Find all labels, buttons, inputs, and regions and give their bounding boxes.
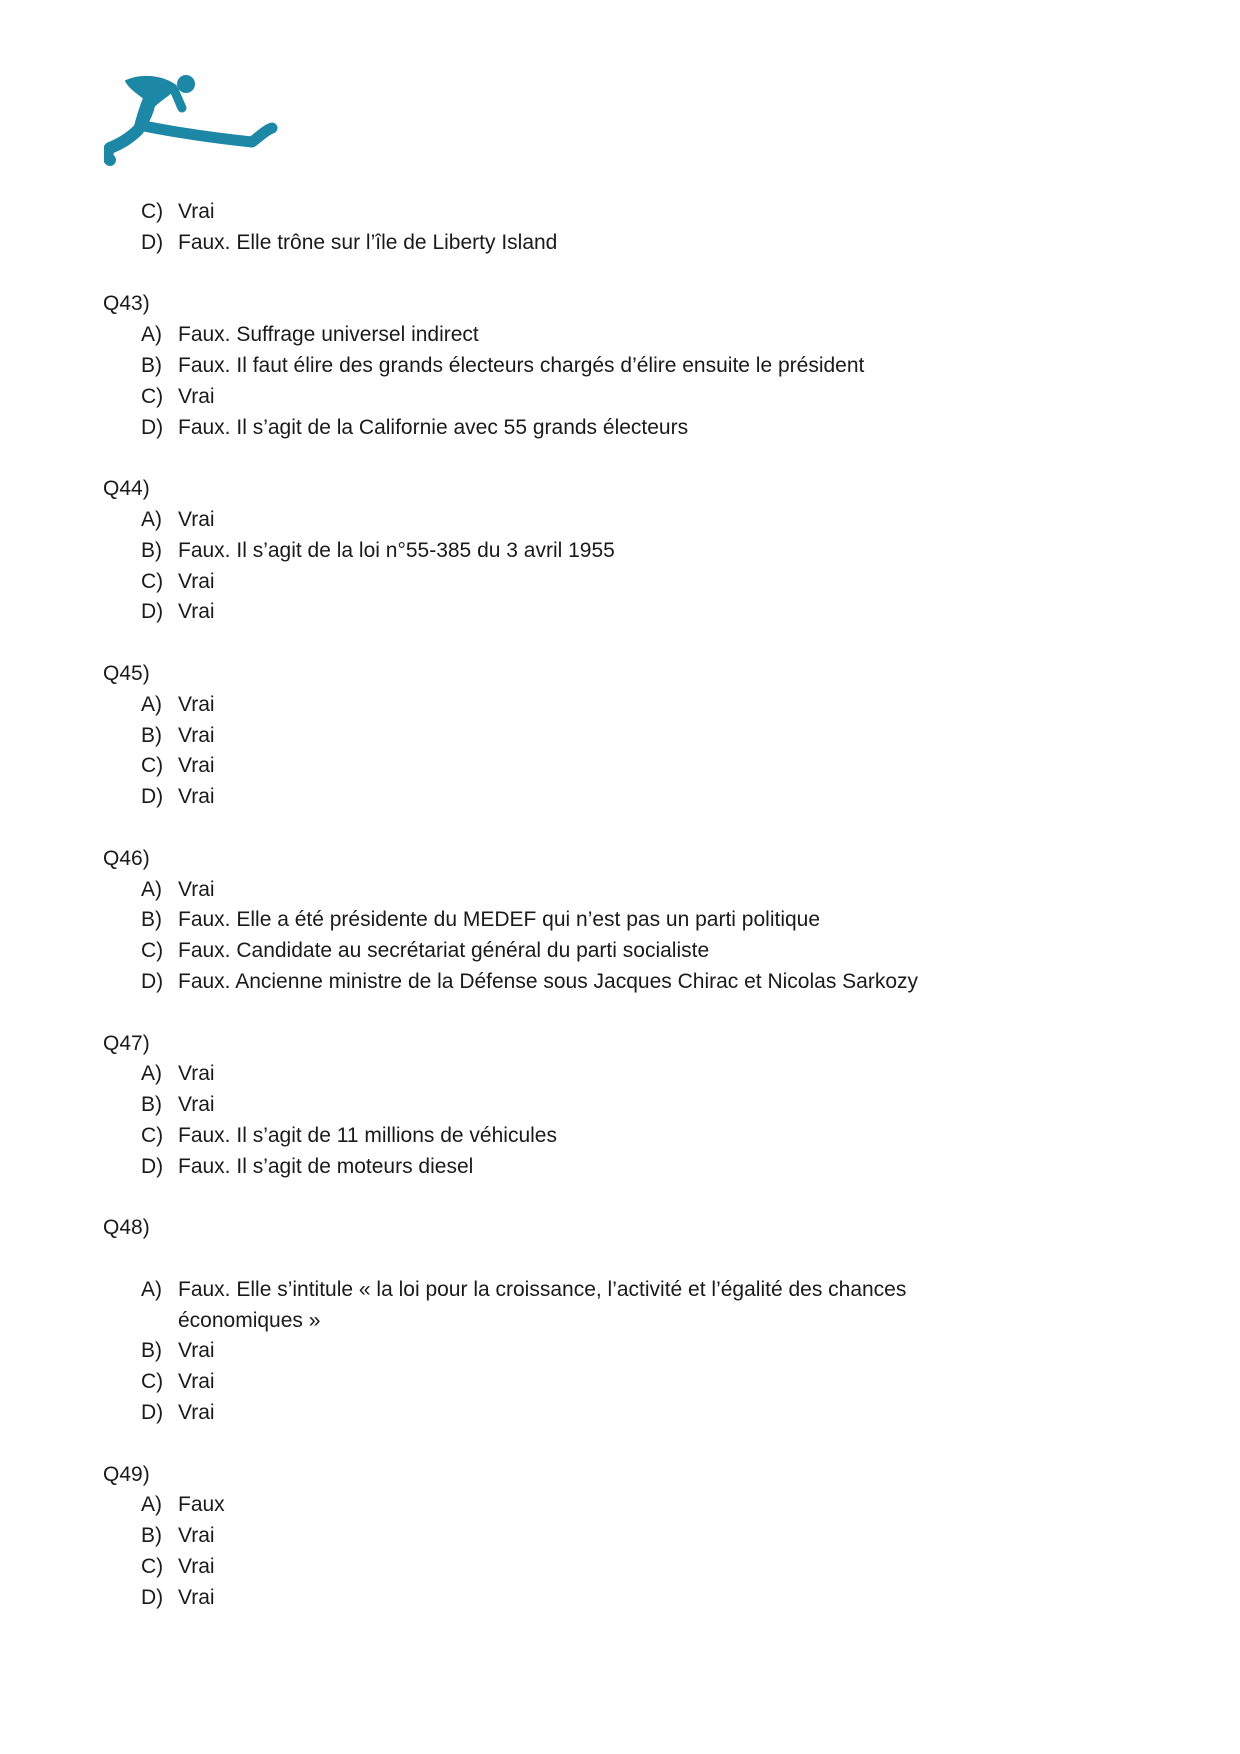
answer-item xyxy=(103,197,1143,228)
answer-letter: B) xyxy=(141,723,162,747)
answer-item xyxy=(103,905,1143,936)
answer-letter: C) xyxy=(141,569,164,593)
answer-text: Faux. Il s’agit de moteurs diesel xyxy=(178,1154,474,1178)
answer-letter: A) xyxy=(141,877,162,901)
question-label: Q45) xyxy=(103,661,150,685)
answer-letter: C) xyxy=(141,754,164,778)
answer-text: Vrai xyxy=(178,692,215,716)
answer-text: Faux. Candidate au secrétariat général du parti socialiste xyxy=(178,939,710,963)
answer-continuation: économiques » xyxy=(178,1308,321,1332)
answer-item xyxy=(103,413,1143,444)
answer-text: Faux. Il s’agit de la Californie avec 55 grands électeurs xyxy=(178,415,689,439)
answer-text: Vrai xyxy=(178,1339,215,1363)
answer-letter: C) xyxy=(141,1123,164,1147)
answer-text: Vrai xyxy=(178,754,215,778)
answer-text: Faux. Elle a été présidente du MEDEF qui n’est pas un parti politique xyxy=(178,908,821,932)
answer-text: Vrai xyxy=(178,785,215,809)
answer-text: Faux. Il s’agit de 11 millions de véhicules xyxy=(178,1123,557,1147)
answer-item xyxy=(103,967,1143,998)
answer-text: Vrai xyxy=(178,1062,215,1086)
answer-item xyxy=(103,1152,1143,1183)
answer-item xyxy=(103,351,1143,382)
question-label: Q43) xyxy=(103,292,150,316)
answer-letter: A) xyxy=(141,692,162,716)
answer-text: Vrai xyxy=(178,507,215,531)
blank-line xyxy=(103,1429,1143,1460)
answer-text: Vrai xyxy=(178,1555,215,1579)
answer-letter: D) xyxy=(141,785,164,809)
answer-text: Vrai xyxy=(178,569,215,593)
answer-text: Vrai xyxy=(178,384,215,408)
question-label: Q49) xyxy=(103,1462,150,1486)
answer-letter: D) xyxy=(141,969,164,993)
answer-text: Vrai xyxy=(178,1585,215,1609)
answer-letter: B) xyxy=(141,1524,162,1548)
answer-text: Vrai xyxy=(178,1524,215,1548)
answer-letter: C) xyxy=(141,1555,164,1579)
answer-item xyxy=(103,936,1143,967)
answer-letter: C) xyxy=(141,200,164,223)
answer-item xyxy=(103,1583,1143,1614)
answer-item xyxy=(103,782,1143,813)
answer-text: Faux. Suffrage universel indirect xyxy=(178,323,479,347)
answer-text: Faux. Elle s’intitule « la loi pour la croissance, l’activité et l’égalité des chances xyxy=(178,1277,907,1301)
answer-letter: A) xyxy=(141,323,162,347)
answer-item xyxy=(103,1059,1143,1090)
answer-item xyxy=(103,1336,1143,1367)
answer-text: Vrai xyxy=(178,1370,215,1394)
answer-item xyxy=(103,1275,1143,1306)
answer-text: Vrai xyxy=(178,877,215,901)
answer-item xyxy=(103,690,1143,721)
answer-letter: A) xyxy=(141,1062,162,1086)
answer-text: Vrai xyxy=(178,723,215,747)
answer-text: Faux. Il faut élire des grands électeurs chargés d’élire ensuite le président xyxy=(178,353,865,377)
answer-text: Faux xyxy=(178,1493,225,1517)
hurdler-figure xyxy=(107,75,272,160)
answer-item xyxy=(103,1490,1143,1521)
answer-letter: B) xyxy=(141,538,162,562)
blank-line xyxy=(103,1244,1143,1275)
answer-letter: A) xyxy=(141,1277,162,1301)
answer-letter: D) xyxy=(141,1585,164,1609)
answer-item xyxy=(103,382,1143,413)
answer-letter: C) xyxy=(141,384,164,408)
answer-letter: B) xyxy=(141,1339,162,1363)
answer-item xyxy=(103,1521,1143,1552)
blank-line xyxy=(103,443,1143,474)
answer-item xyxy=(103,1398,1143,1429)
answer-text: Faux. Elle trône sur l’île de Liberty Island xyxy=(178,230,558,254)
answer-item xyxy=(103,320,1143,351)
answer-letter: C) xyxy=(141,1370,164,1394)
question-label: Q48) xyxy=(103,1216,150,1240)
answer-text: Faux. Il s’agit de la loi n°55-385 du 3 avril 1955 xyxy=(178,538,615,562)
answer-text: Faux. Ancienne ministre de la Défense sous Jacques Chirac et Nicolas Sarkozy xyxy=(178,969,919,993)
answer-letter: D) xyxy=(141,1401,164,1425)
answer-item xyxy=(103,505,1143,536)
blank-line xyxy=(103,628,1143,659)
answer-text: Vrai xyxy=(178,1093,215,1117)
answer-letter: D) xyxy=(141,1154,164,1178)
answer-item xyxy=(103,751,1143,782)
answer-text: Vrai xyxy=(178,200,215,223)
answer-item xyxy=(103,536,1143,567)
answer-letter: D) xyxy=(141,415,164,439)
answer-item xyxy=(103,875,1143,906)
blank-line xyxy=(103,998,1143,1029)
blank-line xyxy=(103,259,1143,290)
hurdler-logo xyxy=(104,72,280,176)
answer-letter: B) xyxy=(141,1093,162,1117)
answer-letter: B) xyxy=(141,908,162,932)
blank-line xyxy=(103,1183,1143,1214)
answer-letter: A) xyxy=(141,507,162,531)
answer-letter: D) xyxy=(141,230,164,254)
answer-item xyxy=(103,1090,1143,1121)
answer-letter: A) xyxy=(141,1493,162,1517)
answer-letter: B) xyxy=(141,353,162,377)
answer-item xyxy=(103,228,1143,259)
blank-line xyxy=(103,813,1143,844)
answer-item xyxy=(103,721,1143,752)
answer-letter: C) xyxy=(141,939,164,963)
answer-item xyxy=(103,1121,1143,1152)
question-label: Q44) xyxy=(103,477,150,501)
question-label: Q46) xyxy=(103,846,150,870)
answer-list xyxy=(103,197,1143,1614)
answer-item xyxy=(103,597,1143,628)
question-label: Q47) xyxy=(103,1031,150,1055)
answer-item xyxy=(103,1552,1143,1583)
answer-item xyxy=(103,1367,1143,1398)
answer-text: Vrai xyxy=(178,600,215,624)
answer-letter: D) xyxy=(141,600,164,624)
answer-item xyxy=(103,567,1143,598)
answer-text: Vrai xyxy=(178,1401,215,1425)
